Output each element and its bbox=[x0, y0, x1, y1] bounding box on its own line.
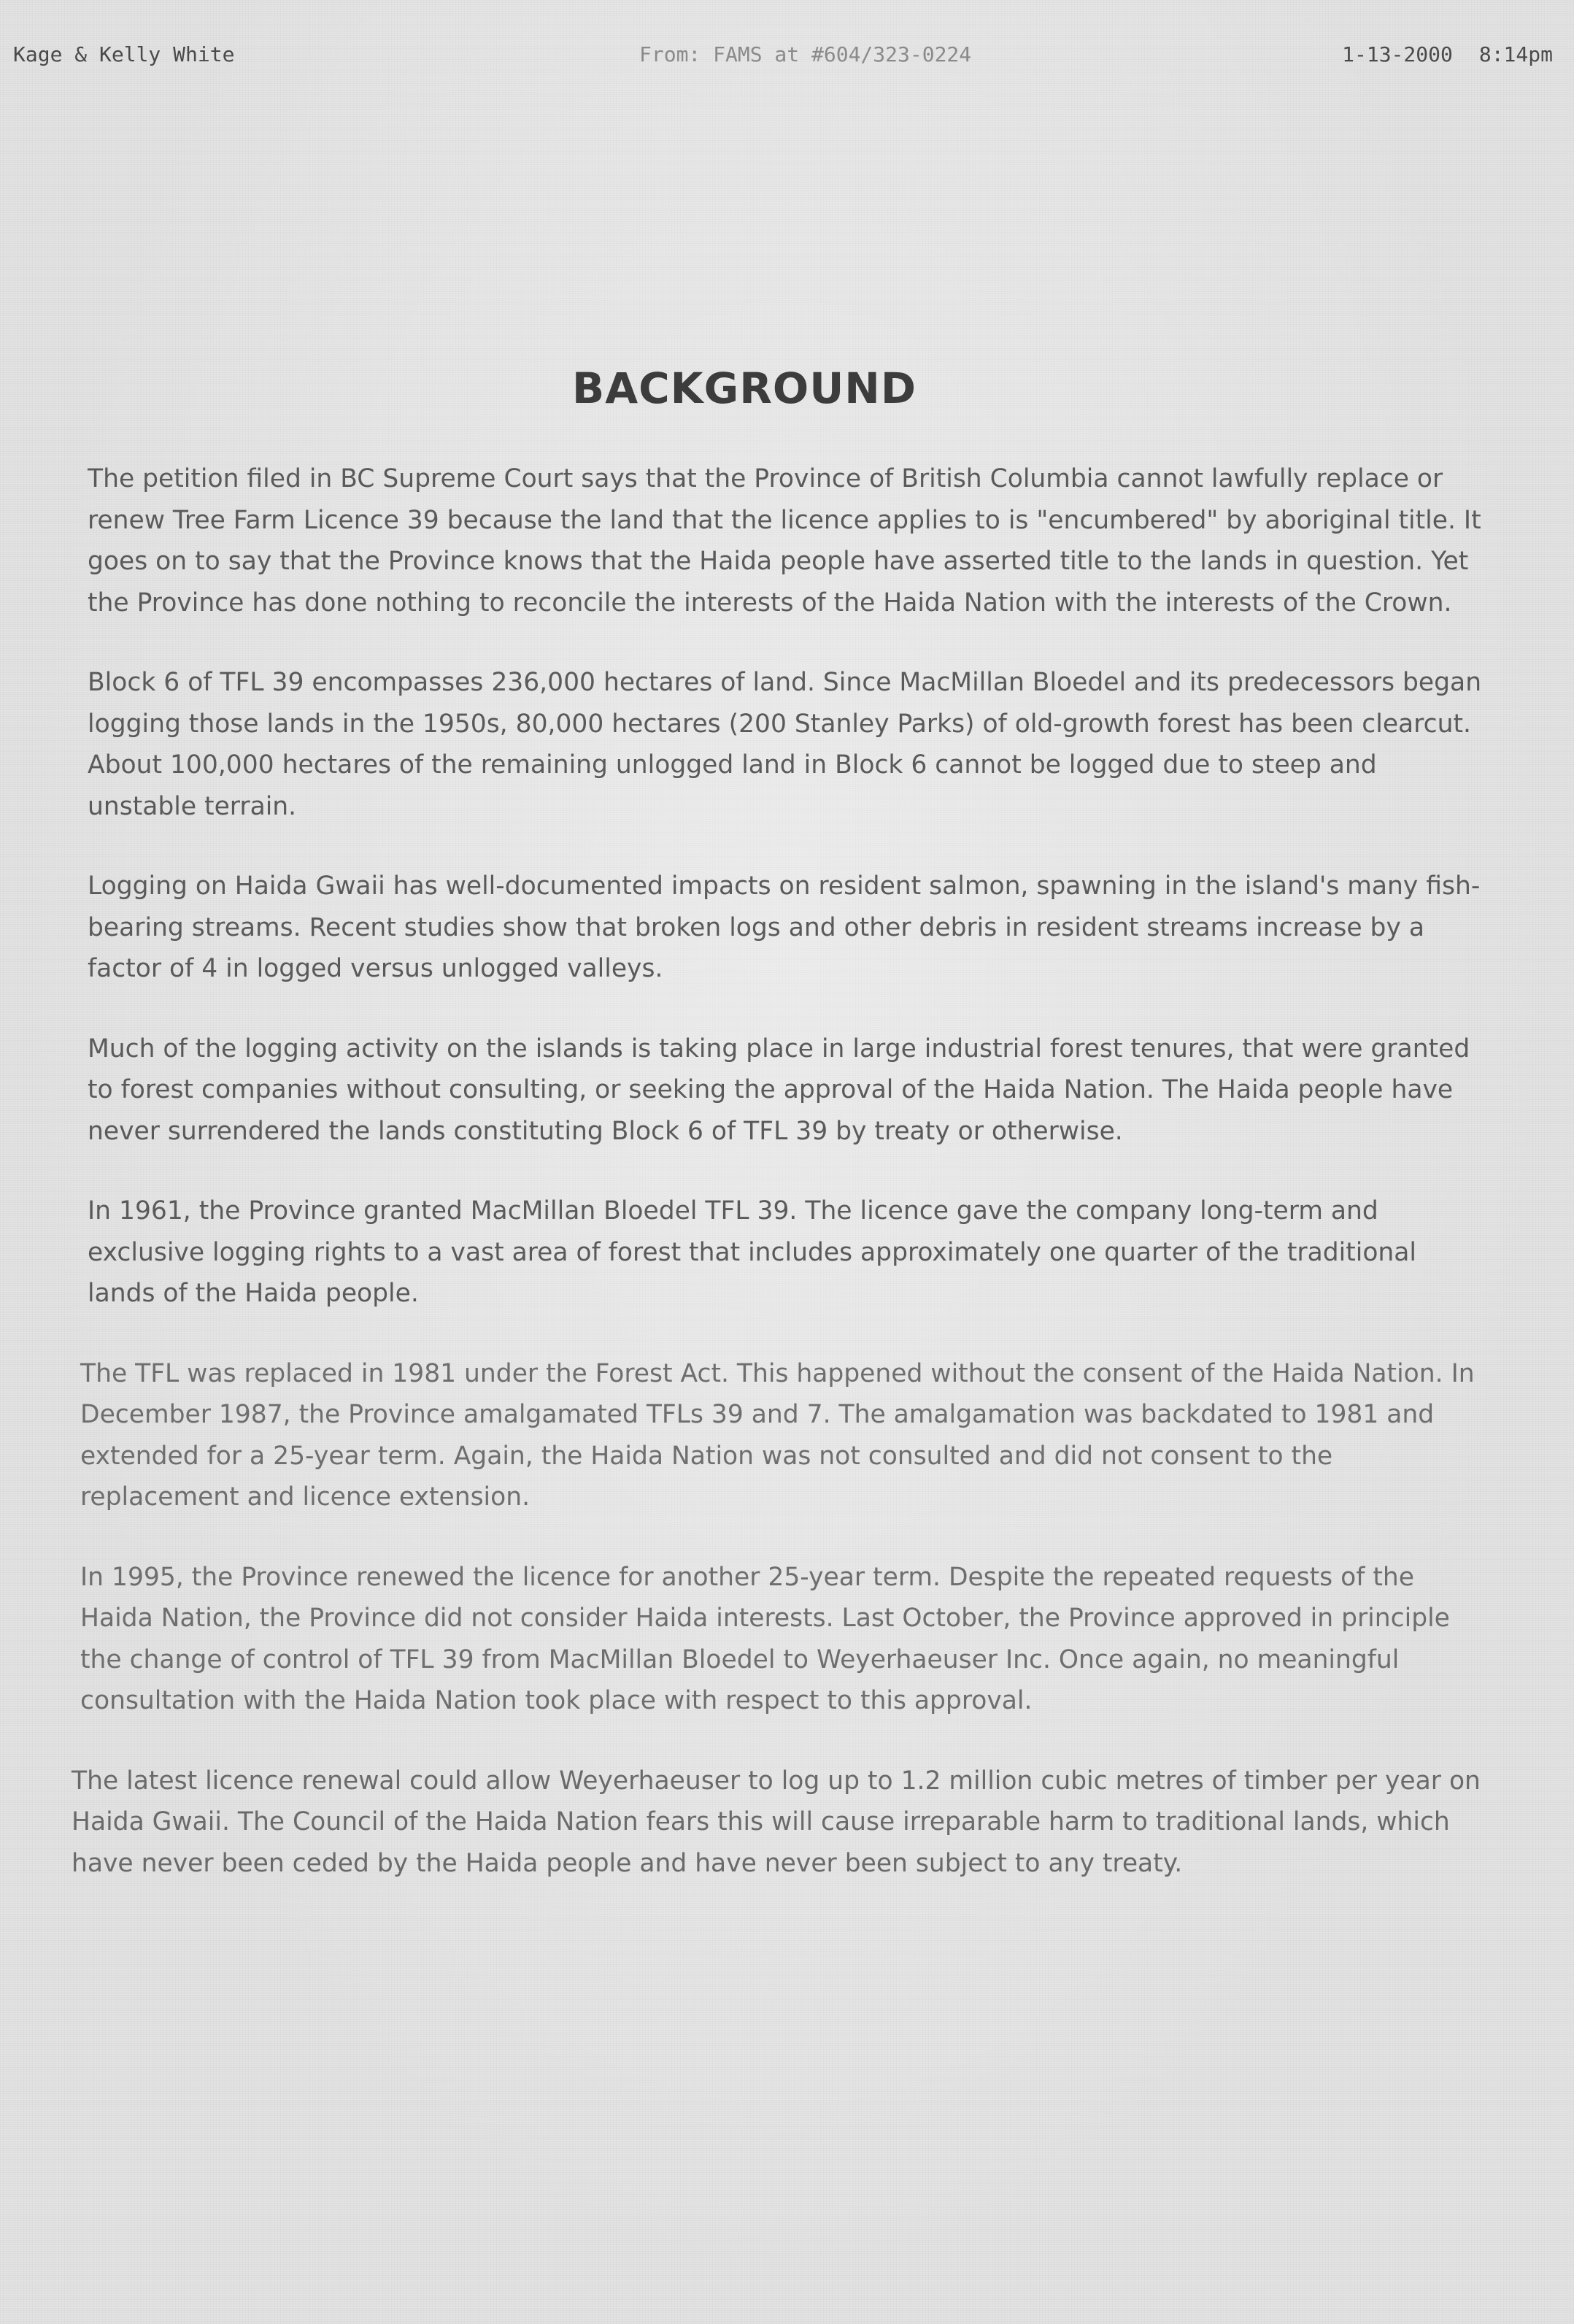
fax-timestamp bbox=[1342, 42, 1553, 66]
paragraph-petition: The petition filed in BC Supreme Court says that the Province of British Columbia cannot lawfully replace or renew Tree Farm Licence 39 because the land that the licence applies to is "encumbered" by aboriginal title. It goes on to say that the Province knows that the Haida people have asserted title to the lands in question. Yet the Province has done nothing to reconcile the interests of the Haida Nation with the interests of the Crown. bbox=[88, 464, 1481, 617]
paragraph-1981-replacement: The TFL was replaced in 1981 under the Forest Act. This happened without the consent of the Haida Nation. In December 1987, the Province amalgamated TFLs 39 and 7. The amalgamation was backdated to 1981 and extended for a 25-year term. Again, the Haida Nation was not consulted and did not consent to the replacement and licence extension. bbox=[80, 1358, 1475, 1512]
fax-sender: Kage & Kelly White bbox=[13, 42, 235, 66]
fax-from-line: From: FAMS at #604/323-0224 bbox=[639, 42, 972, 66]
paragraph-latest-renewal: The latest licence renewal could allow Weyerhaeuser to log up to 1.2 million cubic metres of timber per year on Haida Gwaii. The Council of the Haida Nation fears this will cause irreparable harm to traditional lands, which have never been ceded by the Haida people and have never been subject to any treaty. bbox=[72, 1766, 1481, 1878]
fax-date: 1-13-2000 bbox=[1342, 42, 1453, 66]
paragraph-1961-grant: In 1961, the Province granted MacMillan Bloedel TFL 39. The licence gave the company long-term and exclusive logging rights to a vast area of forest that includes approximately one quarter of the traditional lands of the Haida people. bbox=[88, 1196, 1417, 1308]
paragraph-salmon-impacts: Logging on Haida Gwaii has well-documented impacts on resident salmon, spawning in the island's many fish-bearing streams. Recent studies show that broken logs and other debris in resident streams increase by a factor of 4 in logged versus unlogged valleys. bbox=[88, 872, 1481, 983]
document-title: BACKGROUND bbox=[572, 363, 917, 413]
fax-time: 8:14pm bbox=[1478, 42, 1553, 66]
paragraph-1995-renewal: In 1995, the Province renewed the licence for another 25-year term. Despite the repeated requests of the Haida Nation, the Province did not consider Haida interests. Last October, the Province approved in principle the change of control of TFL 39 from MacMillan Bloedel to Weyerhaeuser Inc. Once again, no meaningful consultation with the Haida Nation took place with respect to this approval. bbox=[80, 1562, 1450, 1715]
document-body bbox=[72, 458, 1489, 1923]
fax-header bbox=[13, 42, 1553, 79]
paragraph-block-6: Block 6 of TFL 39 encompasses 236,000 hectares of land. Since MacMillan Bloedel and its predecessors began logging those lands in the 1950s, 80,000 hectares (200 Stanley Parks) of old-growth forest has been clearcut. About 100,000 hectares of the remaining unlogged land in Block 6 cannot be logged due to steep and unstable terrain. bbox=[88, 668, 1482, 821]
paragraph-tenures: Much of the logging activity on the islands is taking place in large industrial forest tenures, that were granted to forest companies without consulting, or seeking the approval of the Haida Nation. The Haida people have never surrendered the lands constituting Block 6 of TFL 39 by treaty or otherwise. bbox=[88, 1034, 1470, 1146]
